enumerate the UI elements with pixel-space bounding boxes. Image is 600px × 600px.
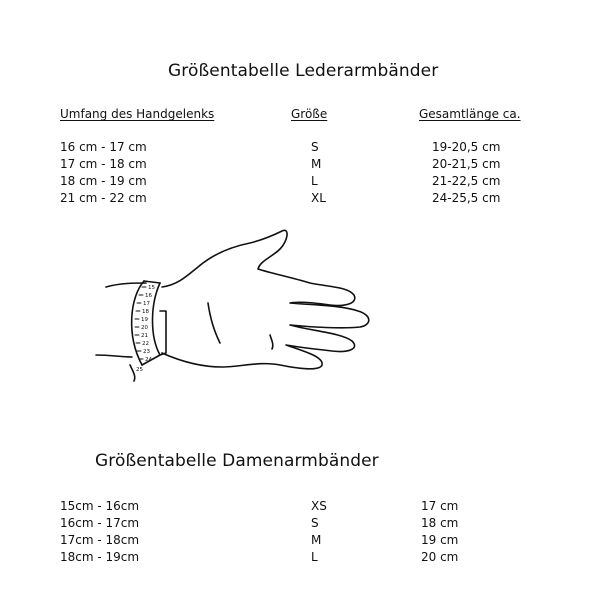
length-cell: 18 cm <box>421 516 459 530</box>
leather-row <box>0 157 600 174</box>
hand-with-measuring-tape-icon <box>90 225 380 390</box>
header-size: Größe <box>291 107 328 121</box>
size-cell: M <box>311 157 322 171</box>
size-cell: XS <box>311 499 327 513</box>
size-cell: M <box>311 533 322 547</box>
header-total-length: Gesamtlänge ca. <box>419 107 521 121</box>
tape-mark-label: 15 <box>148 285 155 291</box>
wrist-cell: 21 cm - 22 cm <box>60 191 147 205</box>
wrist-cell: 17cm - 18cm <box>60 533 140 547</box>
size-cell: L <box>311 174 318 188</box>
size-cell: S <box>311 140 319 154</box>
tape-mark-label: 21 <box>141 333 148 339</box>
length-cell: 21-22,5 cm <box>432 174 501 188</box>
tape-mark-label: 16 <box>145 293 152 299</box>
size-cell: L <box>311 550 318 564</box>
tape-mark-label: 25 <box>136 367 143 373</box>
size-cell: XL <box>311 191 326 205</box>
women-table-title: Größentabelle Damenarmbänder <box>95 451 379 471</box>
wrist-cell: 18cm - 19cm <box>60 550 140 564</box>
leather-table-title: Größentabelle Lederarmbänder <box>168 61 439 81</box>
size-cell: S <box>311 516 319 530</box>
length-cell: 20 cm <box>421 550 459 564</box>
tape-mark-label: 24 <box>145 357 152 363</box>
tape-mark-label: 22 <box>142 341 149 347</box>
women-row <box>0 533 600 550</box>
women-row <box>0 516 600 533</box>
tape-mark-label: 23 <box>143 349 150 355</box>
tape-mark-label: 17 <box>143 301 150 307</box>
wrist-cell: 17 cm - 18 cm <box>60 157 147 171</box>
tape-mark-label: 20 <box>141 325 148 331</box>
length-cell: 24-25,5 cm <box>432 191 501 205</box>
wrist-cell: 18 cm - 19 cm <box>60 174 147 188</box>
leather-row <box>0 191 600 208</box>
tape-mark-label: 19 <box>141 317 148 323</box>
length-cell: 17 cm <box>421 499 459 513</box>
wrist-cell: 16 cm - 17 cm <box>60 140 147 154</box>
tape-mark-label: 18 <box>142 309 149 315</box>
length-cell: 20-21,5 cm <box>432 157 501 171</box>
leather-row <box>0 140 600 157</box>
length-cell: 19-20,5 cm <box>432 140 501 154</box>
women-row <box>0 550 600 567</box>
leather-row <box>0 174 600 191</box>
women-row <box>0 499 600 516</box>
wrist-cell: 15cm - 16cm <box>60 499 140 513</box>
wrist-cell: 16cm - 17cm <box>60 516 140 530</box>
length-cell: 19 cm <box>421 533 459 547</box>
header-wrist-circumference: Umfang des Handgelenks <box>60 107 215 121</box>
